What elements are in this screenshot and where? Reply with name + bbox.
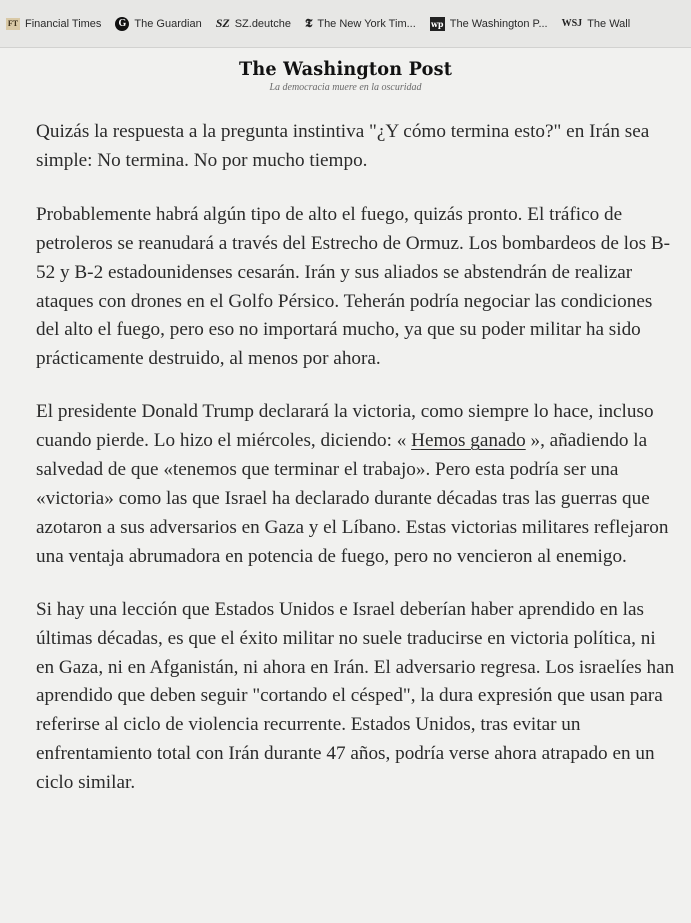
- article-paragraph-2: Probablemente habrá algún tipo de alto el fuego, quizás pronto. El tráfico de petroleros se reanudará a través del Estrecho de Ormuz. Los bombardeos de los B-52 y B-2 estadounidenses cesarán. Irán y sus aliados se abstendrán de realizar ataques con drones en el Golfo Pérsico. Teherán podría negociar las condiciones del alto el fuego, pero eso no importará mucho, ya que su poder militar ha sido prácticamente destruido, al menos por ahora.: [36, 203, 671, 370]
- bookmark-the-guardian[interactable]: [115, 17, 201, 31]
- bookmark-label: SZ.deutche: [234, 17, 291, 30]
- bookmarks-bar: [0, 0, 691, 48]
- paragraph-text: », añadiendo la salvedad de que «tenemos que terminar el trabajo». Pero esta podría ser una «victoria» como las que Israel ha declarado durante décadas tras las guerras que azotaron a sus adversarios en Gaza y el Líbano. Estas victorias militares reflejaron una ventaja abrumadora en potencia de fuego, pero no vencieron al enemigo.: [36, 430, 669, 567]
- masthead-tagline: La democracia muere en la oscuridad: [269, 82, 422, 93]
- paragraph-text: El presidente Donald Trump declarará la victoria, como siempre lo hace, incluso cuando pierde. Lo hizo el miércoles, diciendo: «: [36, 401, 654, 452]
- washington-post-icon: wp: [431, 18, 444, 29]
- article-paragraph-4: Si hay una lección que Estados Unidos e Israel deberían haber aprendido en las últimas décadas, es que el éxito militar no suele traducirse en victoria política, ni en Gaza, ni en Afganistán, ni ahora en Irán. El adversario regresa. Los israelíes han aprendido que deben seguir "cortando el césped", la dura expresión que usan para referirse al ciclo de violencia recurrente. Estados Unidos, tras evitar un enfrentamiento total con Irán durante 47 años, podría verse ahora atrapado en un ciclo similar.: [36, 598, 675, 794]
- bookmark-label: Financial Times: [25, 17, 102, 30]
- bookmark-wall-street-journal[interactable]: [562, 18, 631, 30]
- article-paragraph-3: [36, 398, 676, 571]
- bookmark-financial-times[interactable]: [6, 18, 101, 30]
- bookmark-label: The Washington P...: [449, 17, 548, 30]
- guardian-icon: G: [115, 17, 129, 31]
- hemos-ganado-link[interactable]: Hemos ganado: [411, 430, 526, 452]
- bookmark-label: The Wall: [587, 17, 631, 30]
- bookmark-label: The Guardian: [134, 17, 202, 30]
- bookmark-new-york-times[interactable]: [305, 16, 416, 31]
- nyt-icon: 𝕿: [304, 16, 313, 30]
- sz-icon: SZ: [215, 16, 230, 30]
- article-paragraph-1: Quizás la respuesta a la pregunta instintiva "¿Y cómo termina esto?" en Irán sea simple: No termina. No por mucho tiempo.: [36, 121, 650, 171]
- bookmark-label: The New York Tim...: [317, 17, 416, 30]
- wsj-icon: WSJ: [561, 18, 583, 29]
- bookmark-washington-post[interactable]: [430, 17, 548, 31]
- ft-icon: FT: [7, 19, 19, 28]
- masthead-logo[interactable]: The Washington Post: [238, 58, 453, 80]
- masthead: [0, 58, 691, 93]
- bookmark-sz-deutche[interactable]: [216, 16, 291, 31]
- article-body: [36, 118, 676, 822]
